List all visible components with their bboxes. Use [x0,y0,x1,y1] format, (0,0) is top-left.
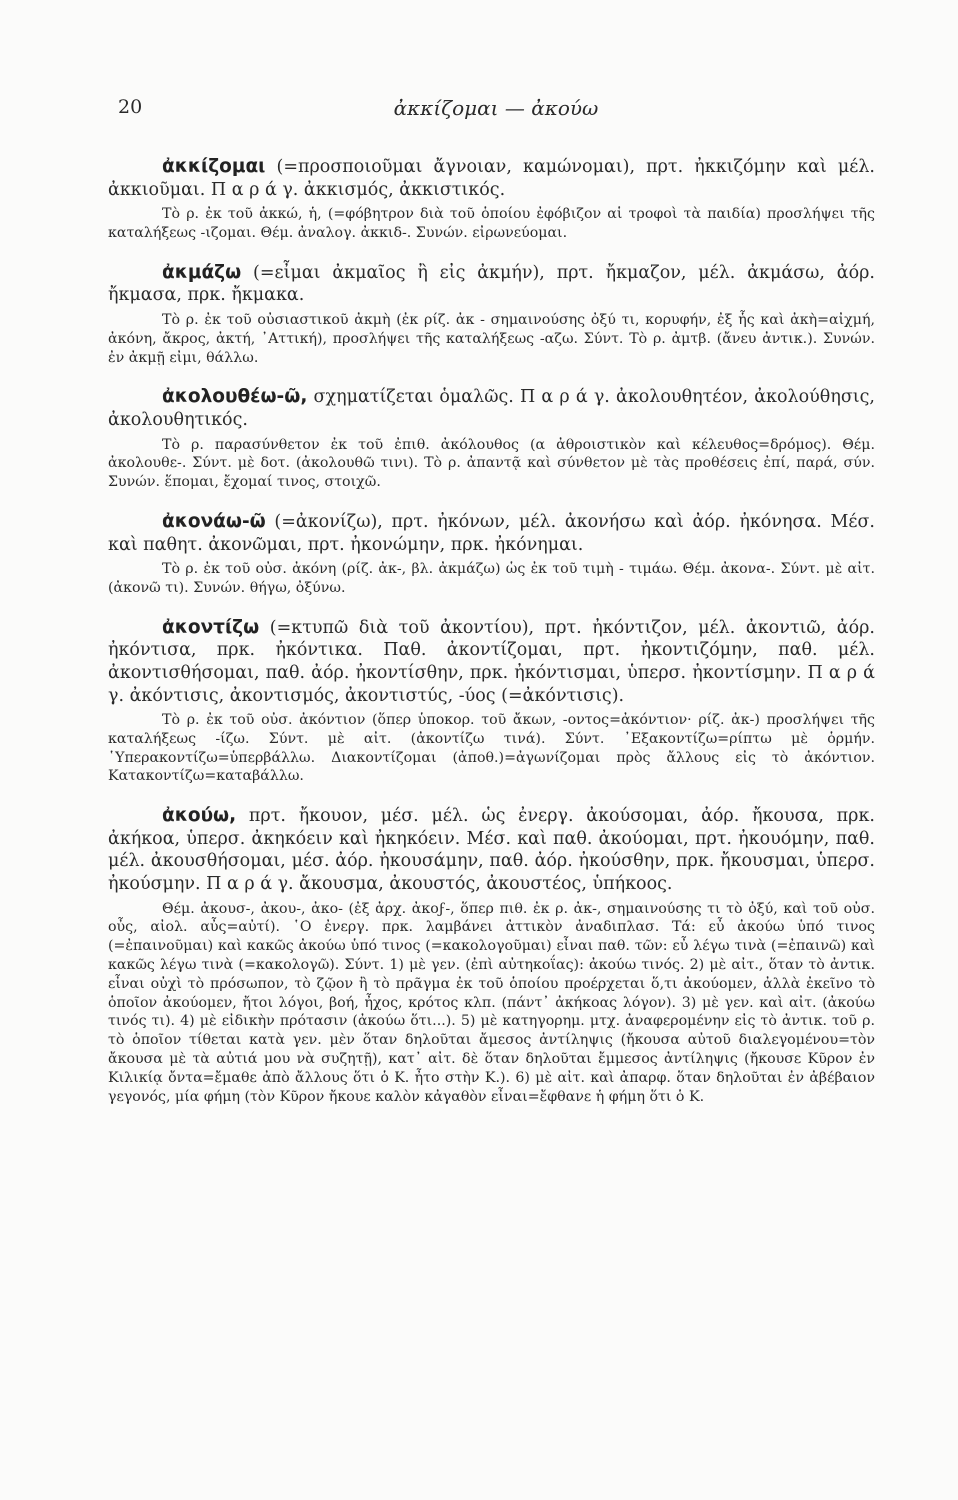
entry-lemma: ἀκολουθέω-ῶ, [162,386,308,408]
entry-etymology: Τὸ ρ. ἐκ τοῦ οὐσ. ἀκόντιον (ὅπερ ὑποκορ. τοῦ ἄκων, -οντος=ἀκόντιον· ρίζ. ἀκ-) προσλήψει τῆς καταλήξεως -ίζω. Σύντ. μὲ αἰτ. (ἀκοντίζω τινά). Σύντ. ᾿Εξακοντίζω=ρίπτω μὲ ὁρμήν. ῾Υπερακοντίζω=ὑπερβάλλω. Διακοντίζομαι (ἀποθ.)=ἀγωνίζομαι πρὸς ἄλλους εἰς τὸ ἀκόντιον. Κατακοντίζω=καταβάλλω. [108,712,875,785]
entry-lemma: ἀκονάω-ῶ [162,510,266,532]
entry-akkizomai [108,156,875,243]
entry-main-text [108,262,875,307]
entry-etymology: Τὸ ρ. ἐκ τοῦ οὐσιαστικοῦ ἀκμὴ (ἐκ ρίζ. ἀκ - σημαινούσης ὀξύ τι, κορυφήν, ἐξ ἧς καὶ ἀκὴ=αἰχμή, ἀκόνη, ἄκρος, ἀκτή, ᾿Αττική), προσλήψει τῆς καταλήξεως -αζω. Σύντ. Τὸ ρ. ἀμτβ. (ἄνευ ἀντικ.). Συνών. ἐν ἀκμῇ εἰμι, θάλλω. [108,311,875,366]
entry-lemma: ἀκκίζομαι [162,156,266,177]
entry-definition: (=εἶμαι ἀκμαῖος ἢ εἰς ἀκμήν), πρτ. ἤκμαζον, μέλ. ἀκμάσω, ἀόρ. ἤκμασα, πρκ. ἤκμακα. [108,262,875,306]
entry-lemma: ἀκμάζω [162,261,242,283]
entry-akoloutheo [108,386,875,492]
entry-akouo [108,805,875,1106]
entry-main-text [108,617,875,707]
entries-column [108,156,875,1125]
entry-main-text [108,386,875,431]
entry-etymology: Θέμ. ἀκουσ-, ἀκου-, ἀκο- (ἐξ ἀρχ. ἀκοϝ-, ὅπερ πιθ. ἐκ ρ. ἀκ-, σημαινούσης τι τὸ ὀξύ, καὶ τοῦ οὐσ. οὖς, αἰολ. αὖς=αὐτί). ῾Ο ἐνεργ. πρκ. λαμβάνει ἀττικὸν ἀναδιπλασ. Τά: εὖ ἀκούω ὑπό τινος (=ἐπαινοῦμαι) καὶ κακῶς ἀκούω ὑπό τινος (=κακολογοῦμαι) εἶναι παθ. τῶν: εὖ λέγω τινὰ (=ἐπαινῶ) καὶ κακῶς λέγω τινὰ (=κακολογῶ). Σύντ. 1) μὲ γεν. (ἐπὶ αὐτηκοΐας): ἀκούω τινός. 2) μὲ αἰτ., ὅταν τὸ ἀντικ. εἶναι οὐχὶ τὸ πρόσωπον, τὸ ζῷον ἢ τὸ πρᾶγμα ἐκ τοῦ ὁποίου προέρχεται ὅ,τι ἀκούομεν, ἀλλὰ ἐκεῖνο τὸ ὁποῖον ἀκούομεν, ἤτοι λόγοι, βοή, ἦχος, κρότος κλπ. (πάντ᾿ ἀκήκοας λόγον). 3) μὲ γεν. καὶ αἰτ. (ἀκούω τινός τι). 4) μὲ εἰδικὴν πρότασιν (ἀκούω ὅτι...). 5) μὲ κατηγορημ. μτχ. ἀναφερομένην εἰς τὸ ἀντικ. τοῦ ρ. τὸ ὁποῖον τίθεται κατὰ γεν. μὲν ὅταν δηλοῦται ἄμεσος ἀντίληψις (ἤκουσα αὐτοῦ διαλεγομένου=τὸν ἄκουσα μὲ τὰ αὐτιά μου νὰ συζητῇ), κατ᾿ αἰτ. δὲ ὅταν δηλοῦται ἔμμεσος ἀντίληψις (ἤκουσε Κῦρον ἐν Κιλικίᾳ ὄντα=ἔμαθε ἀπὸ ἄλλους ὅτι ὁ Κ. ἦτο στὴν Κ.). 6) μὲ αἰτ. καὶ ἀπαρφ. ὅταν δηλοῦται ἐν ἀβέβαιον γεγονός, μία φήμη (τὸν Κῦρον ἤκουε καλὸν κἀγαθὸν εἶναι=ἔφθανε ἡ φήμη ὅτι ὁ Κ. [108,900,875,1105]
entry-lemma: ἀκούω, [162,805,237,827]
entry-etymology: Τὸ ρ. ἐκ τοῦ οὐσ. ἀκόνη (ρίζ. ἀκ-, βλ. ἀκμάζω) ὡς ἐκ τοῦ τιμὴ - τιμάω. Θέμ. ἀκονα-. Σύντ. μὲ αἰτ. (ἀκονῶ τι). Συνών. θήγω, ὀξύνω. [108,561,875,596]
entry-definition: (=ἀκονίζω), πρτ. ἠκόνων, μέλ. ἀκονήσω καὶ ἀόρ. ἠκόνησα. Μέσ. καὶ παθητ. ἀκονῶμαι, πρτ. ἠκονώμην, πρκ. ἠκόνημαι. [108,511,875,555]
page-header [118,96,874,126]
entry-akontizo [108,617,875,787]
page-number: 20 [118,96,143,118]
entry-definition: πρτ. ἤκουον, μέσ. μέλ. ὡς ἐνεργ. ἀκούσομαι, ἀόρ. ἤκουσα, πρκ. ἀκήκοα, ὑπερσ. ἀκηκόειν καὶ ἠκηκόειν. Μέσ. καὶ παθ. ἀκούομαι, πρτ. ἠκουόμην, παθ. μέλ. ἀκουσθήσομαι, μέσ. ἀόρ. ἠκουσάμην, παθ. ἀόρ. ἠκούσθην, πρκ. ἤκουσμαι, ὑπερσ. ἠκούσμην. Π α ρ ά γ. ἄκουσμα, ἀκουστός, ἀκουστέος, ὑπήκοος. [108,806,875,895]
entry-main-text [108,805,875,895]
entry-lemma: ἀκοντίζω [162,616,260,638]
running-head: ἀκκίζομαι — ἀκούω [393,96,599,120]
entry-akmazo [108,262,875,368]
entry-definition: σχηματίζεται ὁμαλῶς. Π α ρ ά γ. ἀκολουθητέον, ἀκολούθησις, ἀκολουθητικός. [108,387,875,430]
entry-definition: (=κτυπῶ διὰ τοῦ ἀκοντίου), πρτ. ἠκόντιζον, μέλ. ἀκοντιῶ, ἀόρ. ἠκόντισα, πρκ. ἠκόντικα. Παθ. ἀκοντίζομαι, πρτ. ἠκοντιζόμην, παθ. μέλ. ἀκοντισθήσομαι, παθ. ἀόρ. ἠκοντίσθην, πρκ. ἠκόντισμαι, ὑπερσ. ἠκοντίσμην. Π α ρ ά γ. ἀκόντισις, ἀκοντισμός, ἀκοντιστύς, -ύος (=ἀκόντισις). [108,617,875,706]
entry-etymology: Τὸ ρ. παρασύνθετον ἐκ τοῦ ἐπιθ. ἀκόλουθος (α ἀθροιστικὸν καὶ κέλευθος=δρόμος). Θέμ. ἀκολουθε-. Σύντ. μὲ δοτ. (ἀκολουθῶ τινι). Τὸ ρ. ἀπαντᾷ καὶ σύνθετον μὲ τὰς προθέσεις ἐπί, παρά, σύν. Συνών. ἕπομαι, ἔχομαί τινος, στοιχῶ. [108,436,875,491]
entry-definition: (=προσποιοῦμαι ἄγνοιαν, καμώνομαι), πρτ. ἠκκιζόμην καὶ μέλ. ἀκκιοῦμαι. Π α ρ ά γ. ἀκκισμός, ἀκκιστικός. [108,157,875,200]
entry-main-text [108,511,875,556]
entry-akonao [108,511,875,598]
entry-etymology: Τὸ ρ. ἐκ τοῦ ἀκκώ, ἡ, (=φόβητρον διὰ τοῦ ὁποίου ἐφόβιζον αἱ τροφοὶ τὰ παιδία) προσλήψει τῆς καταλήξεως -ιζομαι. Θέμ. ἀναλογ. ἀκκιδ-. Συνών. εἰρωνεύομαι. [108,206,875,241]
entry-main-text [108,156,875,201]
